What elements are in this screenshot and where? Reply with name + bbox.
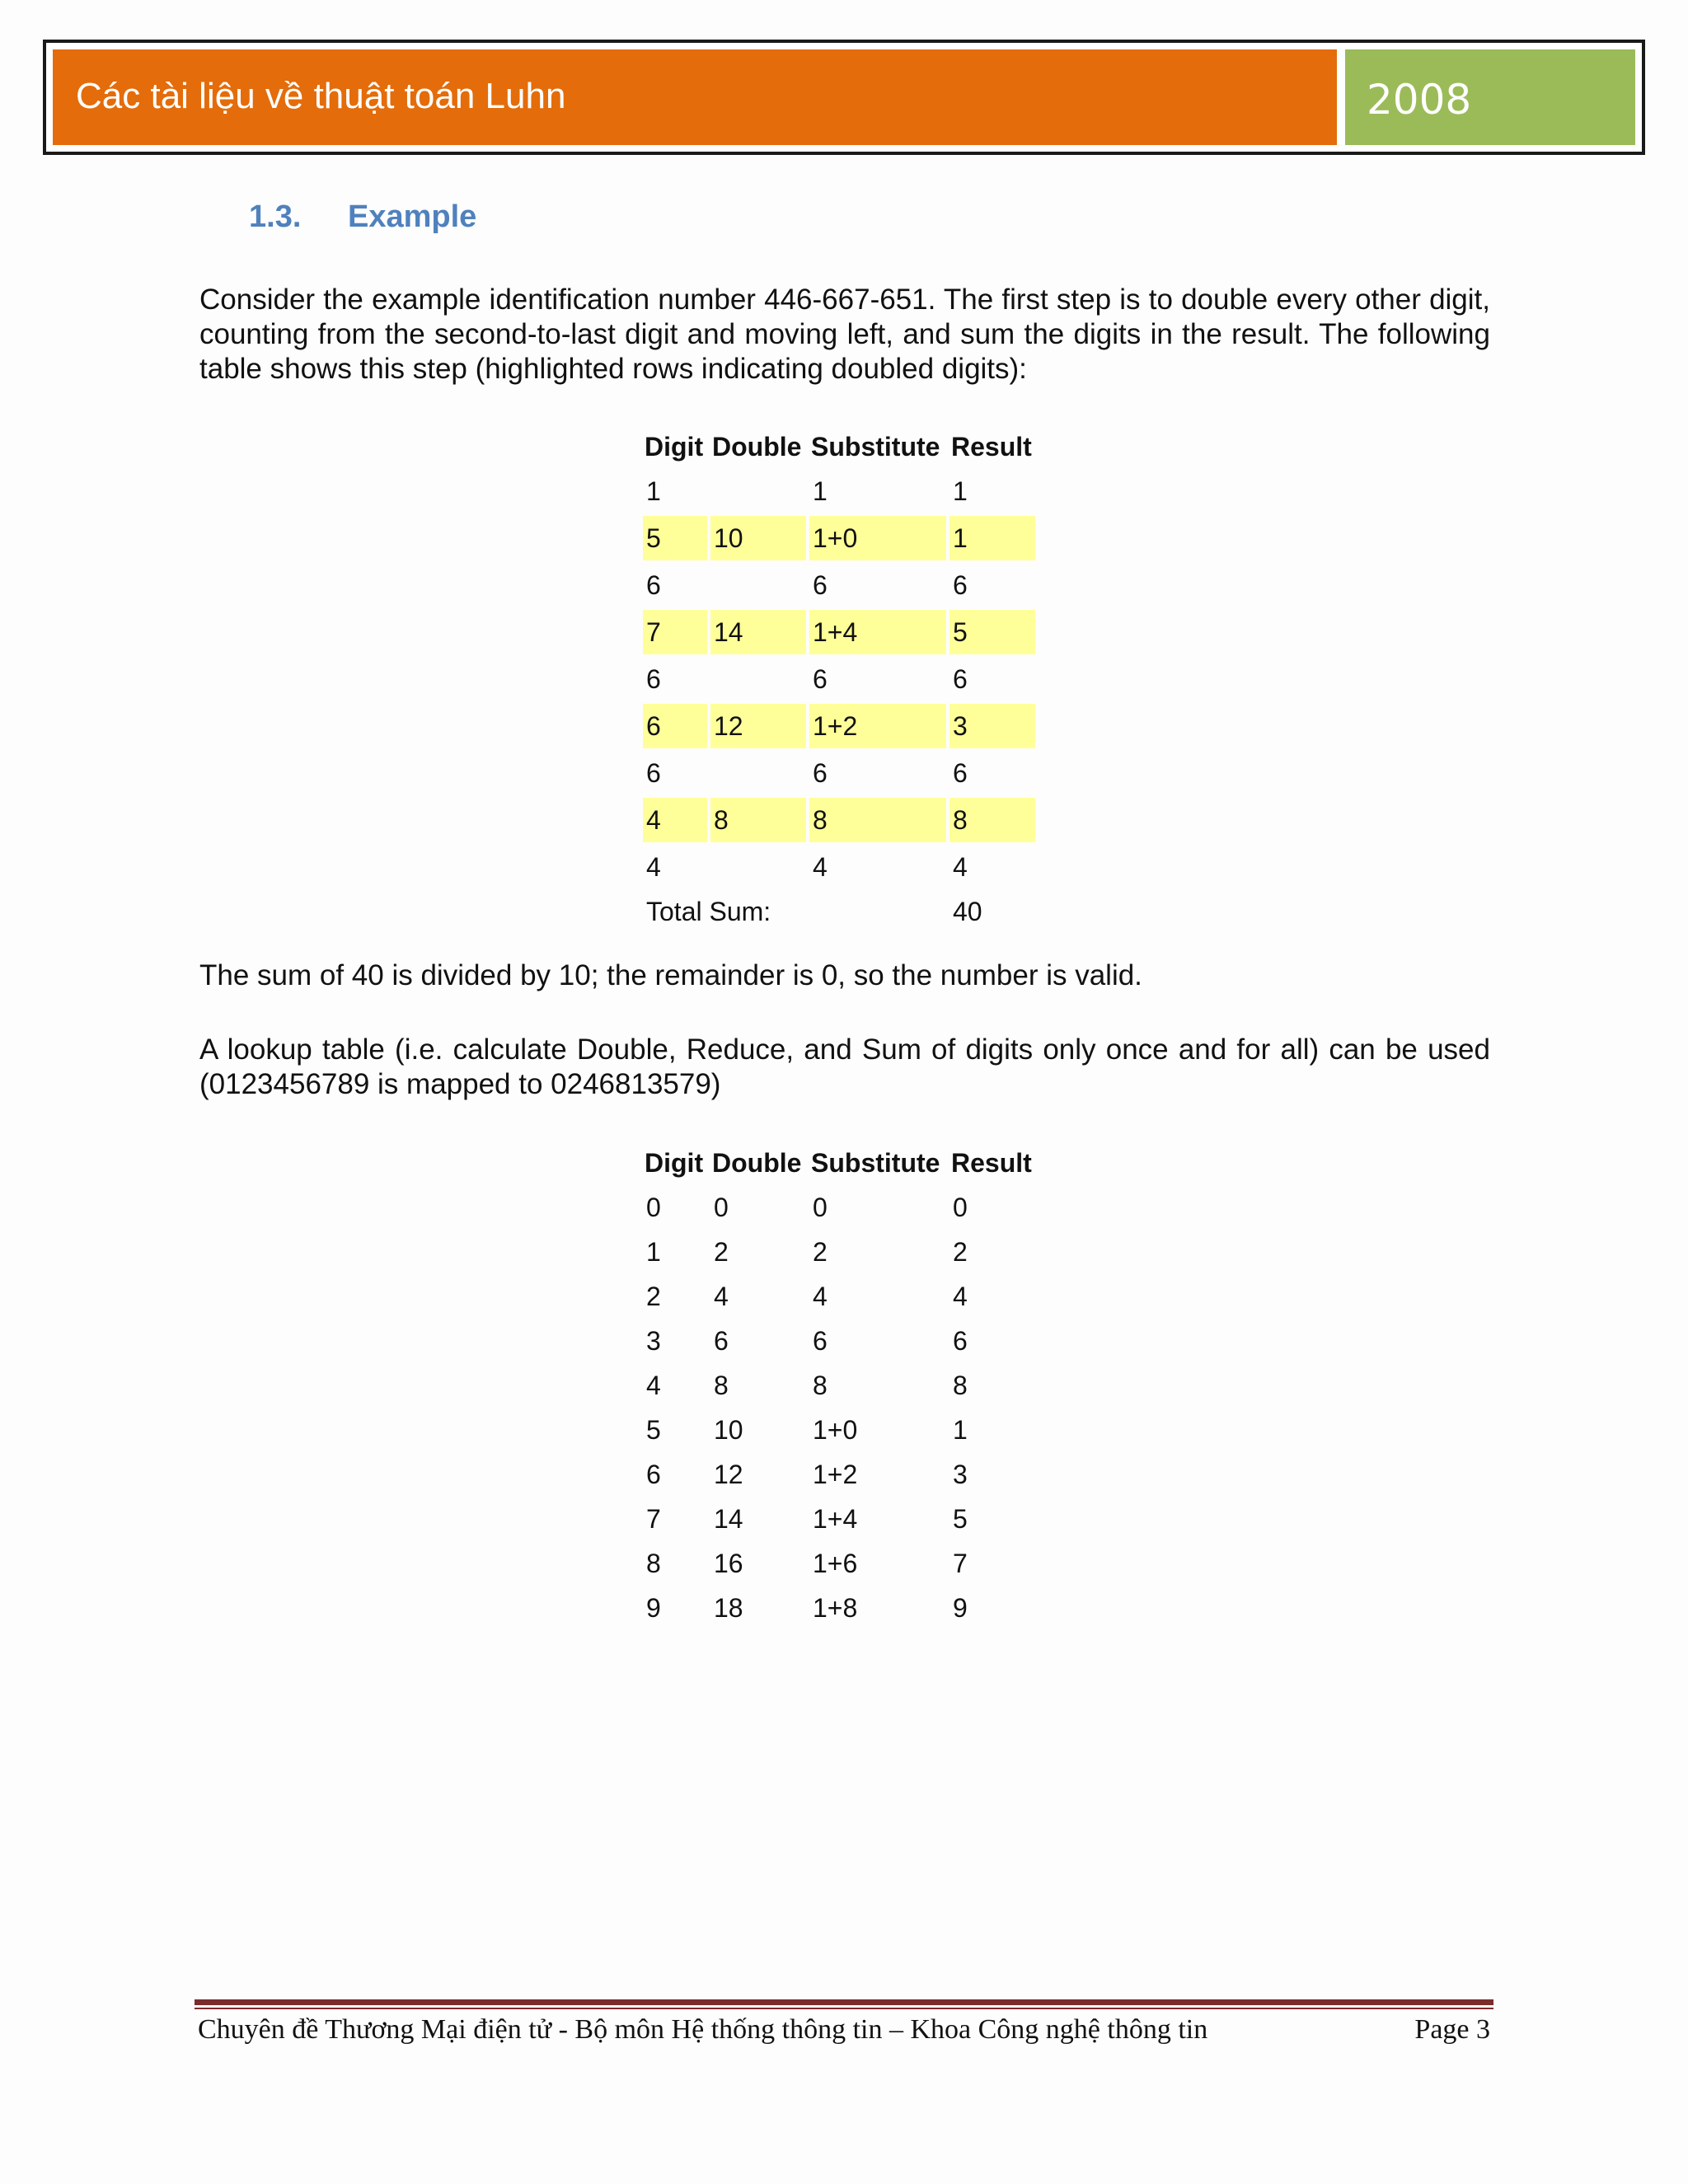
table-row <box>643 1452 1035 1497</box>
total-value: 40 <box>953 896 982 926</box>
table-cell <box>710 657 806 701</box>
table-row <box>643 657 1035 701</box>
table-cell: 0 <box>646 1192 661 1222</box>
table-cell: 1 <box>646 1236 661 1267</box>
table-cell: 8 <box>953 1370 968 1400</box>
table-cell <box>710 469 806 513</box>
table-cell: 4 <box>953 1281 968 1311</box>
table-cell: 3 <box>953 1459 968 1489</box>
table-row <box>643 1497 1035 1541</box>
column-header: Double <box>712 431 802 462</box>
table-cell: 5 <box>643 513 707 563</box>
footer-rule <box>195 1999 1493 2005</box>
section-title: Example <box>348 199 477 234</box>
table-cell: 10 <box>710 513 806 563</box>
section-number: 1.3. <box>249 199 302 234</box>
table-cell: 1 <box>646 476 661 506</box>
table-cell: 4 <box>643 795 707 845</box>
table-cell: 1 <box>813 476 828 506</box>
column-header: Substitute <box>811 431 940 462</box>
page-number: Page 3 <box>1414 2014 1490 2045</box>
table-cell: 9 <box>646 1592 661 1623</box>
table-cell: 6 <box>813 663 828 694</box>
table-header-row <box>643 424 1035 469</box>
table-cell: 1+0 <box>813 1414 858 1445</box>
table-row <box>643 1586 1035 1630</box>
table-cell: 14 <box>710 607 806 657</box>
table-cell: 0 <box>813 1192 828 1222</box>
table-cell: 6 <box>813 569 828 600</box>
table-cell: 8 <box>813 1370 828 1400</box>
table-cell: 6 <box>953 1325 968 1356</box>
table-cell: 10 <box>714 1414 743 1445</box>
table-cell: 4 <box>646 851 661 882</box>
page-header <box>43 40 1645 155</box>
section-heading <box>249 199 476 235</box>
table-cell: 4 <box>646 1370 661 1400</box>
table-cell: 6 <box>953 663 968 694</box>
table-cell: 1+4 <box>813 1503 858 1534</box>
table-row <box>643 1363 1035 1408</box>
table-cell: 3 <box>950 701 1035 751</box>
table-cell <box>710 563 806 607</box>
header-title: Các tài liệu về thuật toán Luhn <box>76 76 566 116</box>
table-cell: 8 <box>710 795 806 845</box>
table-cell: 8 <box>950 795 1035 845</box>
table-cell: 6 <box>714 1325 729 1356</box>
lookup-table <box>640 1141 1039 1630</box>
table-cell: 5 <box>646 1414 661 1445</box>
table-cell: 1 <box>953 1414 968 1445</box>
column-header: Substitute <box>811 1147 940 1178</box>
table-cell: 12 <box>710 701 806 751</box>
table-row <box>643 751 1035 795</box>
result-paragraph: The sum of 40 is divided by 10; the remainder is 0, so the number is valid. <box>199 959 1142 991</box>
total-row <box>643 889 1035 934</box>
column-header: Result <box>951 1147 1032 1178</box>
table-cell: 6 <box>646 569 661 600</box>
table-cell: 4 <box>714 1281 729 1311</box>
table-cell: 8 <box>714 1370 729 1400</box>
table-cell: 6 <box>813 1325 828 1356</box>
column-header: Digit <box>645 431 704 462</box>
table-cell: 18 <box>714 1592 743 1623</box>
header-title-box <box>53 49 1337 145</box>
table-cell: 5 <box>950 607 1035 657</box>
table-cell: 1+8 <box>813 1592 858 1623</box>
table-cell: 7 <box>953 1548 968 1578</box>
table-row <box>643 795 1035 845</box>
table-cell: 7 <box>646 1503 661 1534</box>
table-cell: 1 <box>953 476 968 506</box>
table-header-row <box>643 1141 1035 1185</box>
table-cell: 6 <box>953 569 968 600</box>
table-cell: 1+2 <box>813 1459 858 1489</box>
table-cell: 1 <box>950 513 1035 563</box>
table-cell: 0 <box>714 1192 729 1222</box>
table-cell: 6 <box>646 663 661 694</box>
footer-text: Chuyên đề Thương Mại điện tử - Bộ môn Hệ thống thông tin – Khoa Công nghệ thông tin <box>198 2014 1208 2045</box>
doubling-table <box>640 424 1039 934</box>
table-cell: 4 <box>953 851 968 882</box>
table-row <box>643 1274 1035 1319</box>
table-cell: 3 <box>646 1325 661 1356</box>
table-cell: 1+6 <box>813 1548 858 1578</box>
table-cell: 2 <box>813 1236 828 1267</box>
header-year: 2008 <box>1367 76 1472 124</box>
table-row <box>643 1185 1035 1230</box>
table-cell: 6 <box>953 757 968 788</box>
table-cell: 5 <box>953 1503 968 1534</box>
table-row <box>643 701 1035 751</box>
table-cell: 9 <box>953 1592 968 1623</box>
table-row <box>643 1541 1035 1586</box>
total-label: Total Sum: <box>646 896 771 926</box>
table-cell <box>710 845 806 889</box>
table-row <box>643 607 1035 657</box>
table-cell: 6 <box>646 1459 661 1489</box>
footer-rule-thin <box>195 2008 1493 2009</box>
table-row <box>643 1230 1035 1274</box>
intro-paragraph: Consider the example identification number 446-667-651. The first step is to double every other digit, counting from the second-to-last digit and moving left, and sum the digits in the result. The following table shows this step (highlighted rows indicating doubled digits): <box>199 284 1490 385</box>
column-header: Double <box>712 1147 802 1178</box>
table-cell: 6 <box>646 757 661 788</box>
table-row <box>643 563 1035 607</box>
header-year-box <box>1345 49 1635 145</box>
table-row <box>643 513 1035 563</box>
table-cell: 8 <box>809 795 946 845</box>
table-cell: 2 <box>953 1236 968 1267</box>
table-cell: 2 <box>646 1281 661 1311</box>
table-cell: 2 <box>714 1236 729 1267</box>
column-header: Result <box>951 431 1032 462</box>
table-row <box>643 1408 1035 1452</box>
table-cell: 4 <box>813 1281 828 1311</box>
table-cell: 6 <box>643 701 707 751</box>
table-row <box>643 469 1035 513</box>
table-row <box>643 1319 1035 1363</box>
lookup-table-body <box>643 1185 1035 1630</box>
table-row <box>643 845 1035 889</box>
table-cell: 1+0 <box>809 513 946 563</box>
table-cell: 16 <box>714 1548 743 1578</box>
lookup-paragraph: A lookup table (i.e. calculate Double, Reduce, and Sum of digits only once and for all) can be used (0123456789 is mapped to 0246813579) <box>199 1033 1490 1100</box>
table-cell: 8 <box>646 1548 661 1578</box>
table-cell: 12 <box>714 1459 743 1489</box>
doubling-table-body <box>643 469 1035 889</box>
table-cell <box>710 751 806 795</box>
column-header: Digit <box>645 1147 704 1178</box>
table-cell: 14 <box>714 1503 743 1534</box>
table-cell: 1+2 <box>809 701 946 751</box>
table-cell: 4 <box>813 851 828 882</box>
table-cell: 0 <box>953 1192 968 1222</box>
table-cell: 6 <box>813 757 828 788</box>
table-cell: 1+4 <box>809 607 946 657</box>
table-cell: 7 <box>643 607 707 657</box>
